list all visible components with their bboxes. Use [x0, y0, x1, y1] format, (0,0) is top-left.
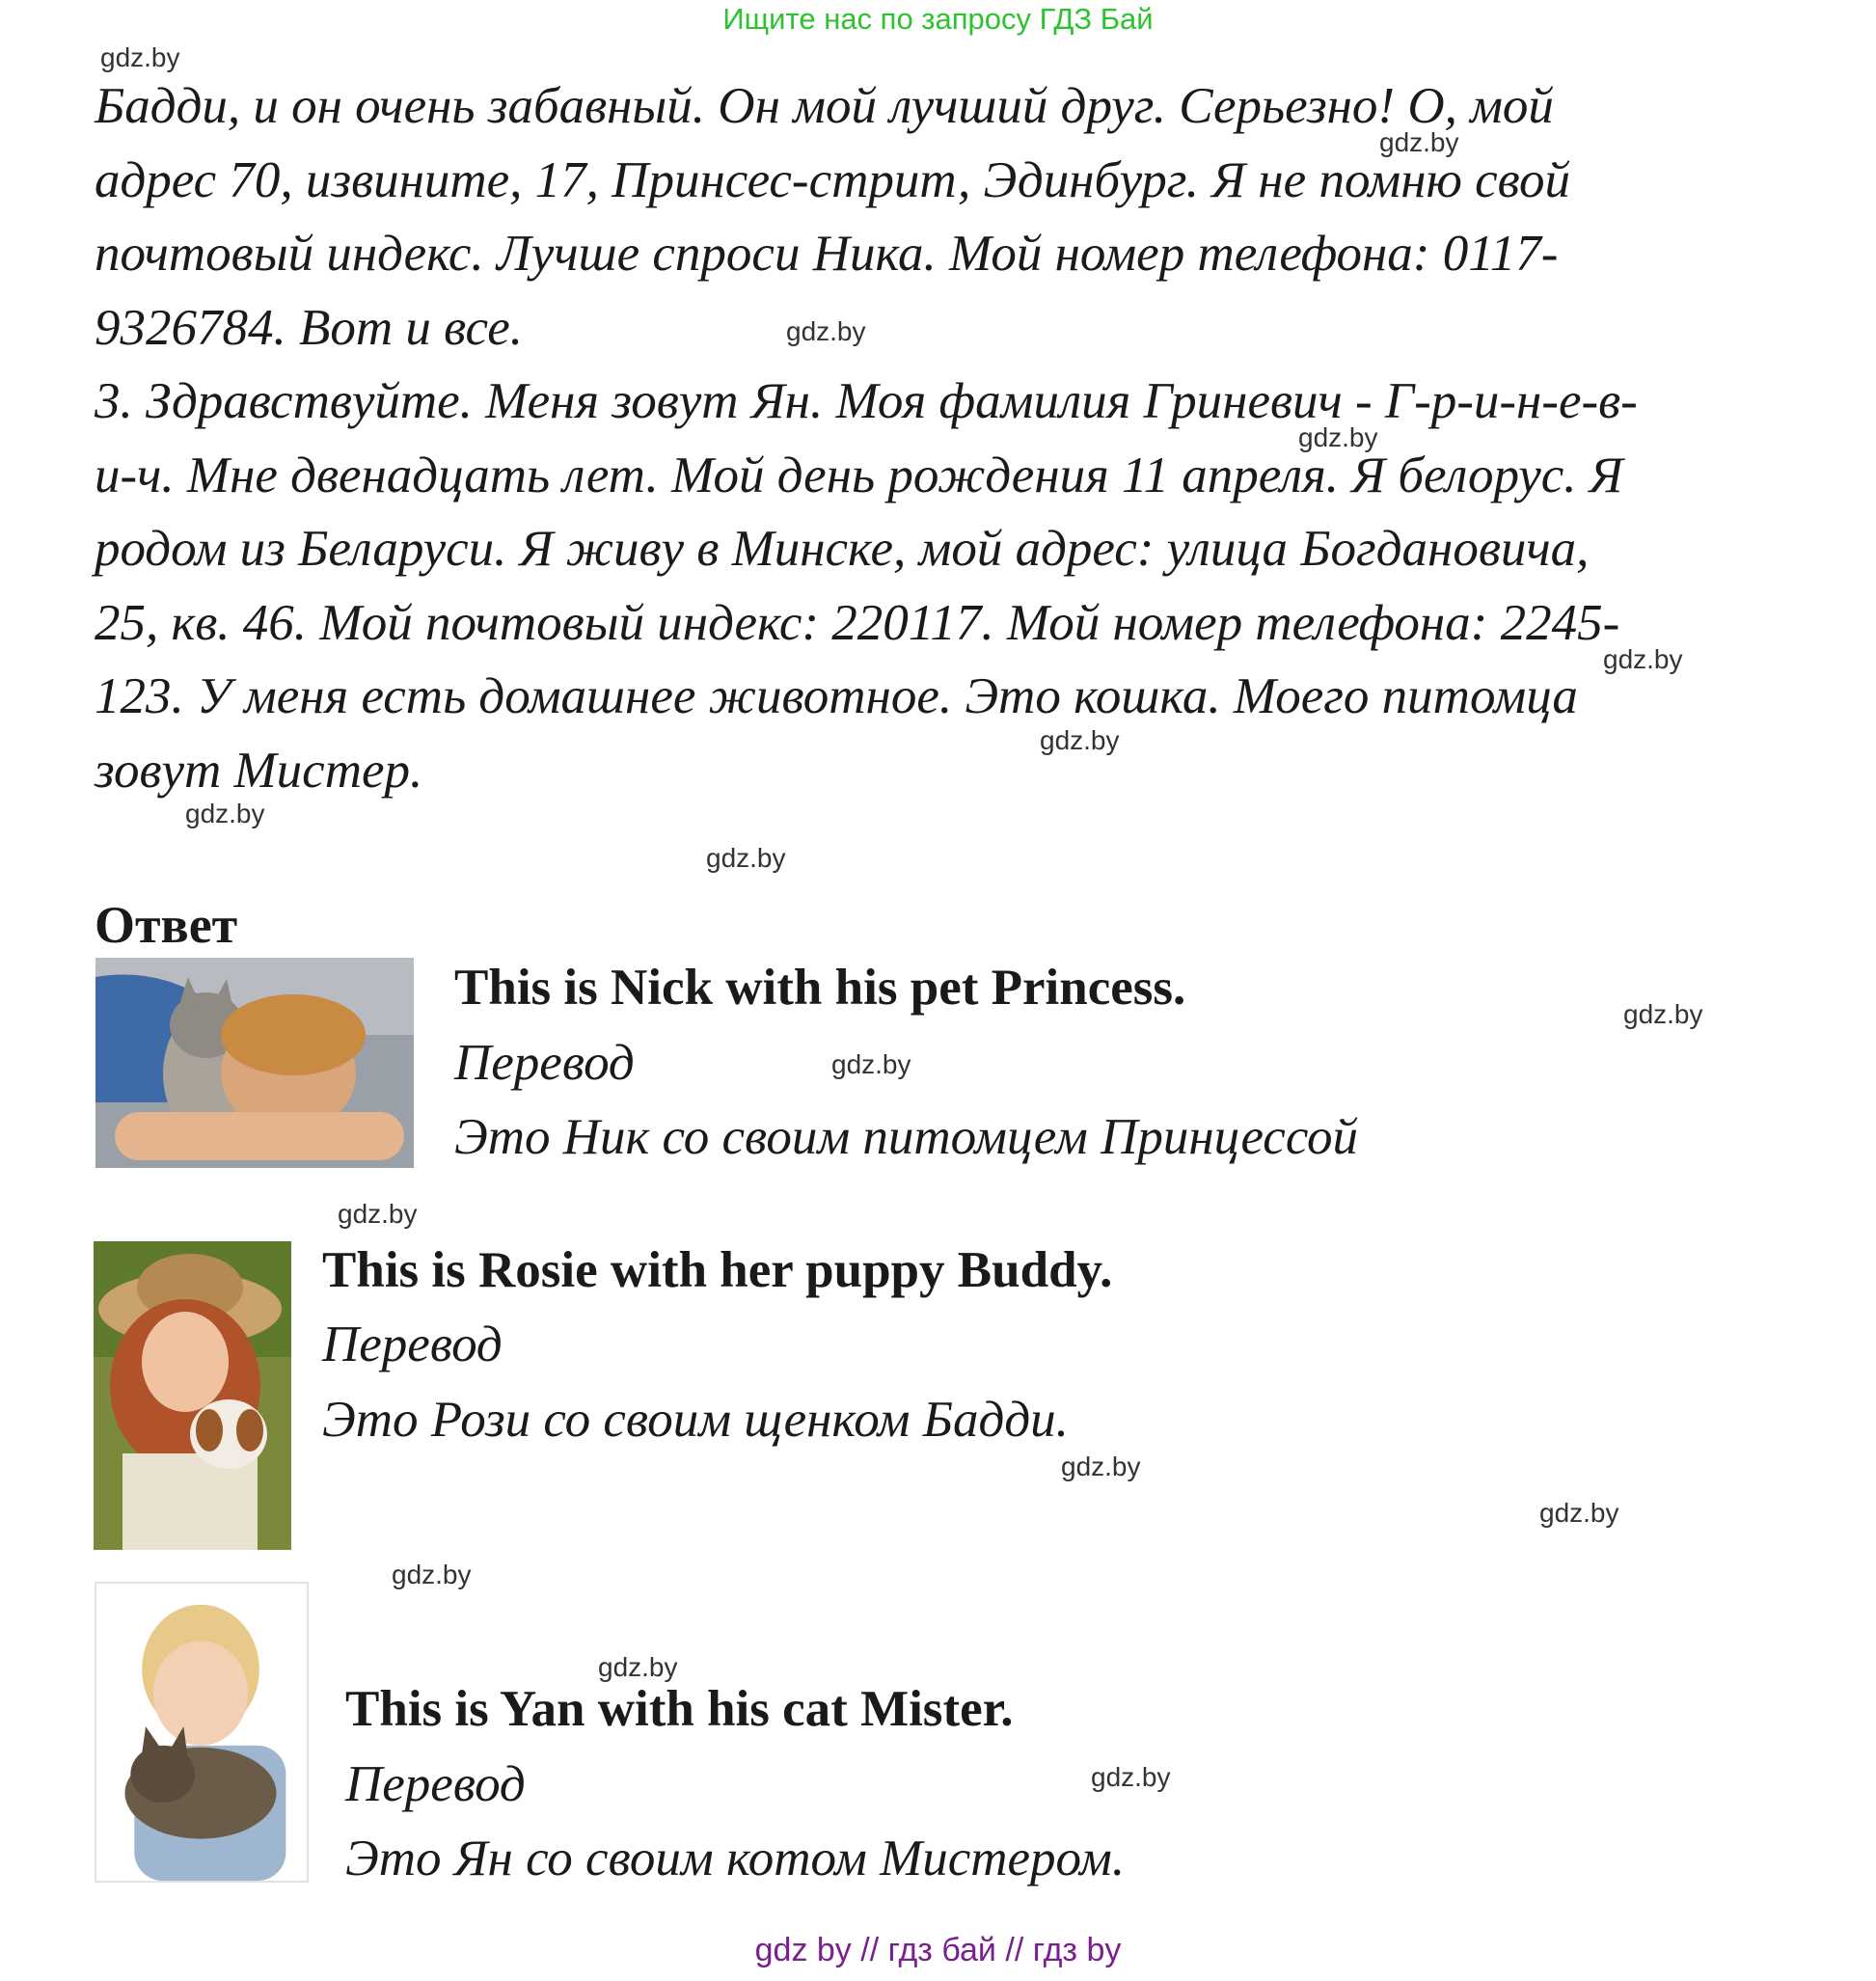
- watermark: gdz.by: [786, 316, 866, 346]
- watermark: gdz.by: [706, 843, 786, 873]
- text-line: 9326784. Вот и все.: [95, 300, 524, 356]
- boy-with-kitten-photo: [95, 958, 414, 1168]
- girl-with-puppy-photo: [94, 1241, 291, 1550]
- watermark: gdz.by: [831, 1049, 911, 1079]
- answer-english: This is Rosie with her puppy Buddy.: [322, 1242, 1113, 1298]
- watermark: gdz.by: [1091, 1762, 1171, 1792]
- answer-russian: Это Ник со своим питомцем Принцессой: [454, 1109, 1359, 1165]
- watermark: gdz.by: [598, 1652, 678, 1682]
- text-line: 123. У меня есть домашнее животное. Это кошка. Моего питомца: [95, 668, 1578, 724]
- watermark: gdz.by: [1298, 422, 1378, 452]
- text-line: зовут Мистер.: [95, 743, 423, 799]
- text-line: родом из Беларуси. Я живу в Минске, мой адрес: улица Богдановича,: [95, 521, 1590, 577]
- answer-russian: Это Ян со своим котом Мистером.: [345, 1831, 1126, 1886]
- watermark: gdz.by: [100, 42, 180, 72]
- watermark: gdz.by: [392, 1560, 472, 1589]
- text-line: 3. Здравствуйте. Меня зовут Ян. Моя фамилия Гриневич - Г-р-и-н-е-в-: [95, 373, 1638, 429]
- watermark: gdz.by: [1539, 1498, 1619, 1528]
- footer-links: gdz by // гдз бай // гдз by: [754, 1932, 1122, 1968]
- watermark: gdz.by: [1603, 644, 1683, 674]
- watermark: gdz.by: [185, 799, 265, 828]
- answer-english: This is Yan with his cat Mister.: [345, 1681, 1014, 1737]
- top-banner: Ищите нас по запросу ГДЗ Бай: [722, 2, 1154, 36]
- watermark: gdz.by: [1061, 1452, 1141, 1481]
- translation-label: Перевод: [454, 1035, 635, 1091]
- text-line: и-ч. Мне двенадцать лет. Мой день рождения 11 апреля. Я белорус. Я: [95, 448, 1623, 503]
- answer-english: This is Nick with his pet Princess.: [454, 960, 1186, 1016]
- text-line: Бадди, и он очень забавный. Он мой лучший друг. Серьезно! О, мой: [95, 78, 1554, 134]
- text-line: почтовый индекс. Лучше спроси Ника. Мой номер телефона: 0117-: [95, 226, 1559, 282]
- translation-label: Перевод: [345, 1756, 526, 1812]
- text-line: 25, кв. 46. Мой почтовый индекс: 220117. Мой номер телефона: 2245-: [95, 595, 1620, 651]
- text-line: адрес 70, извините, 17, Принсес-стрит, Эдинбург. Я не помню свой: [95, 152, 1570, 208]
- watermark: gdz.by: [338, 1199, 418, 1229]
- boy-with-cat-photo: [95, 1582, 309, 1883]
- answer-russian: Это Рози со своим щенком Бадди.: [322, 1392, 1069, 1448]
- translation-label: Перевод: [322, 1316, 503, 1372]
- watermark: gdz.by: [1040, 725, 1120, 755]
- watermark: gdz.by: [1623, 999, 1703, 1029]
- watermark: gdz.by: [1379, 127, 1459, 157]
- answer-heading: Ответ: [95, 896, 238, 954]
